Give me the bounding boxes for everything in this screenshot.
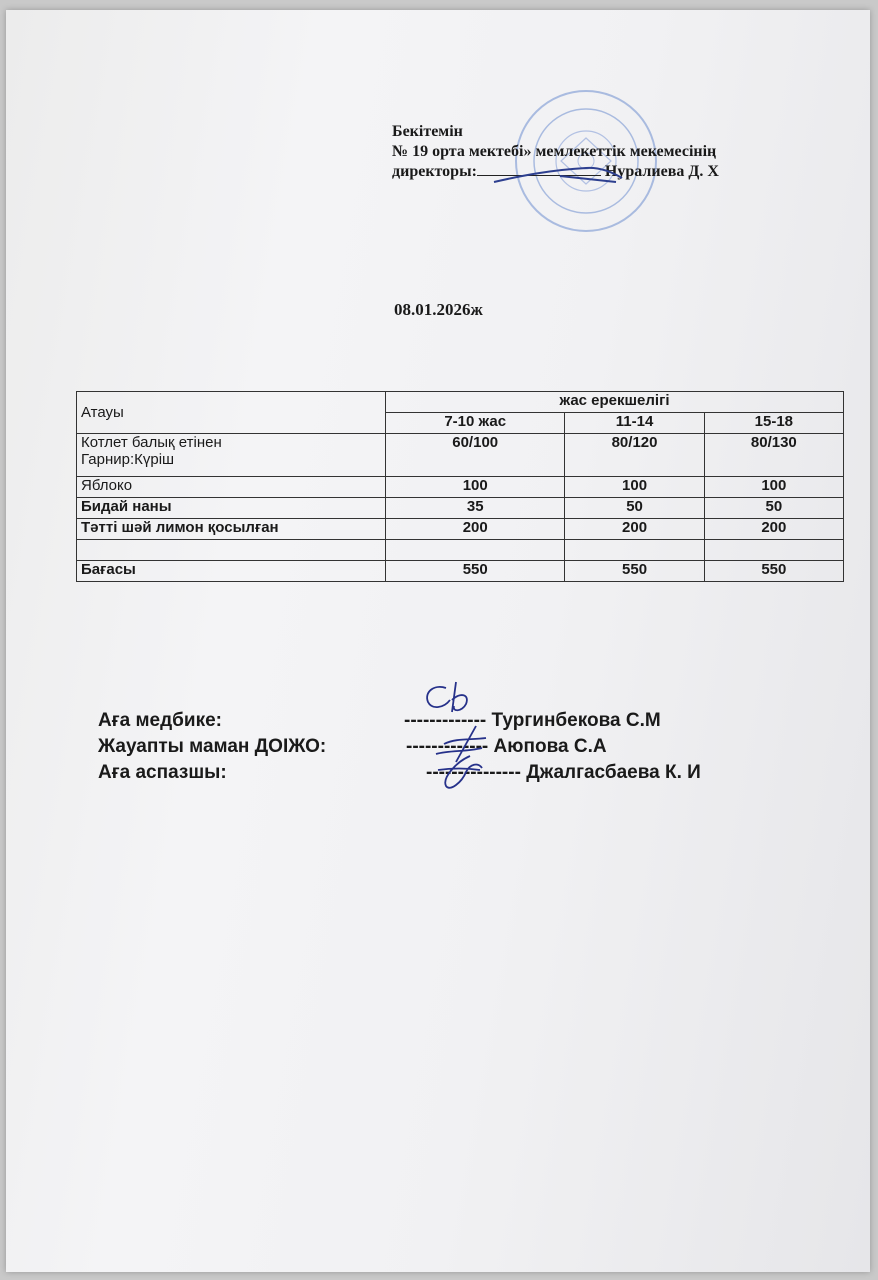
- dish-name: Тәтті шәй лимон қосылған: [77, 519, 386, 540]
- price-row: [77, 561, 844, 582]
- signature-dashes: -------------: [406, 736, 489, 757]
- menu-date: 08.01.2026ж: [394, 300, 483, 319]
- table-row: [77, 477, 844, 498]
- staff-name: Тургинбекова С.М: [491, 710, 661, 731]
- table-row-empty: [77, 540, 844, 561]
- document-page: [6, 10, 870, 1272]
- table-row: [77, 519, 844, 540]
- dish-name-line: Котлет балық етінен: [81, 434, 222, 451]
- portion-value: 80/120: [565, 434, 704, 477]
- price-value: 550: [386, 561, 565, 582]
- table-row: [77, 498, 844, 519]
- price-label: Бағасы: [77, 561, 386, 582]
- portion-value: [386, 540, 565, 561]
- dish-name: [77, 434, 386, 477]
- portion-value: 200: [704, 519, 843, 540]
- staff-role: Жауапты маман ДОІЖО:: [98, 736, 327, 757]
- staff-name: Джалгасбаева К. И: [526, 762, 701, 783]
- name-column-header: Атауы: [77, 392, 386, 434]
- portion-value: 100: [704, 477, 843, 498]
- staff-role: Аға медбике:: [98, 710, 222, 731]
- table-header-row: [77, 392, 844, 413]
- portion-value: 80/130: [704, 434, 843, 477]
- signature-dashes: -------------: [404, 710, 487, 731]
- cook-signature: [426, 750, 496, 795]
- staff-role: Аға аспазшы:: [98, 762, 227, 783]
- menu-table: [76, 391, 844, 582]
- price-value: 550: [704, 561, 843, 582]
- age-group-header: жас ерекшелігі: [386, 392, 844, 413]
- price-value: 550: [565, 561, 704, 582]
- portion-value: 200: [386, 519, 565, 540]
- portion-value: 50: [704, 498, 843, 519]
- age-column-header: 7-10 жас: [386, 413, 565, 434]
- portion-value: 100: [565, 477, 704, 498]
- portion-value: [565, 540, 704, 561]
- director-name: Нуралиева Д. Х: [604, 163, 719, 180]
- director-label: директоры:: [392, 163, 477, 180]
- portion-value: 60/100: [386, 434, 565, 477]
- dish-name: Яблоко: [77, 477, 386, 498]
- portion-value: 200: [565, 519, 704, 540]
- portion-value: 50: [565, 498, 704, 519]
- approval-title: Бекітемін: [392, 123, 463, 140]
- approval-org: № 19 орта мектебі» мемлекеттік мекемесінің: [392, 143, 717, 160]
- portion-value: [704, 540, 843, 561]
- age-column-header: 15-18: [704, 413, 843, 434]
- staff-name: Аюпова С.А: [493, 736, 607, 757]
- signature-dashes: ---------------: [426, 762, 521, 783]
- nurse-signature: [416, 678, 486, 723]
- portion-value: 35: [386, 498, 565, 519]
- director-signature: [490, 160, 630, 190]
- dish-name: [77, 540, 386, 561]
- dish-name: Бидай наны: [77, 498, 386, 519]
- age-column-header: 11-14: [565, 413, 704, 434]
- dish-name-line: Гарнир:Күріш: [81, 451, 175, 468]
- table-row: [77, 434, 844, 477]
- portion-value: 100: [386, 477, 565, 498]
